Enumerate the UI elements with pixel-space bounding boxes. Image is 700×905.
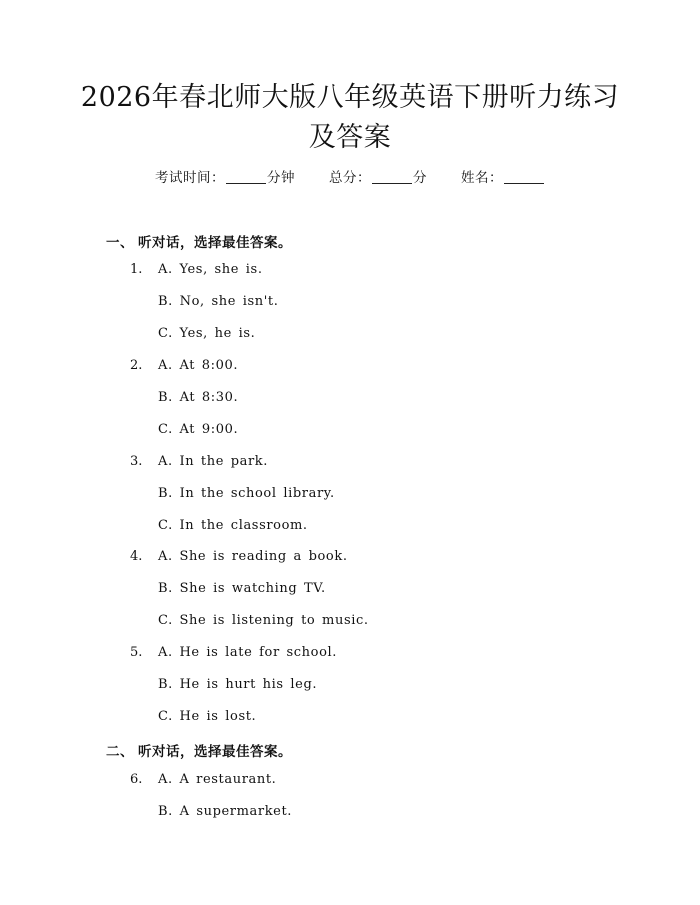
exam-time xyxy=(155,166,295,186)
option: A. Yes, she is. xyxy=(158,262,263,277)
section-heading-2 xyxy=(106,740,292,760)
option: B. He is hurt his leg. xyxy=(158,677,318,692)
section-title: 听对话，选择最佳答案。 xyxy=(138,235,292,251)
page-title xyxy=(60,78,640,158)
section-title: 听对话，选择最佳答案。 xyxy=(138,744,292,760)
option: B. At 8:30. xyxy=(158,390,239,405)
title-line-2: 及答案 xyxy=(308,122,392,153)
total-score-unit: 分 xyxy=(413,170,427,186)
question-number: 1. xyxy=(130,262,143,277)
title-line-1: 2026年春北师大版八年级英语下册听力练习 xyxy=(80,82,620,113)
option: A. He is late for school. xyxy=(158,645,337,660)
question-number: 4. xyxy=(130,549,143,564)
exam-time-unit: 分钟 xyxy=(267,170,295,186)
option: B. No, she isn't. xyxy=(158,294,279,309)
option: A. She is reading a book. xyxy=(158,549,348,564)
total-score xyxy=(329,166,427,186)
option: C. Yes, he is. xyxy=(158,326,256,341)
question-number: 6. xyxy=(130,772,143,787)
option: A. In the park. xyxy=(158,454,269,469)
section-number: 二、 xyxy=(106,744,134,760)
student-name-blank[interactable] xyxy=(504,182,544,184)
option: B. A supermarket. xyxy=(158,804,293,819)
section-number: 一、 xyxy=(106,235,134,251)
option: C. At 9:00. xyxy=(158,422,239,437)
option: B. In the school library. xyxy=(158,486,335,501)
option: A. At 8:00. xyxy=(158,358,239,373)
total-score-label: 总分： xyxy=(329,170,371,186)
section-heading-1 xyxy=(106,231,292,251)
option: A. A restaurant. xyxy=(158,772,277,787)
student-name-label: 姓名： xyxy=(461,170,503,186)
option: C. He is lost. xyxy=(158,709,257,724)
question-number: 2. xyxy=(130,358,143,373)
exam-time-label: 考试时间： xyxy=(155,170,225,186)
exam-time-blank[interactable] xyxy=(226,182,266,184)
option: C. She is listening to music. xyxy=(158,613,369,628)
total-score-blank[interactable] xyxy=(372,182,412,184)
student-name xyxy=(461,166,545,186)
question-number: 3. xyxy=(130,454,143,469)
option: B. She is watching TV. xyxy=(158,581,326,596)
question-number: 5. xyxy=(130,645,143,660)
option: C. In the classroom. xyxy=(158,518,308,533)
exam-info xyxy=(0,166,700,186)
